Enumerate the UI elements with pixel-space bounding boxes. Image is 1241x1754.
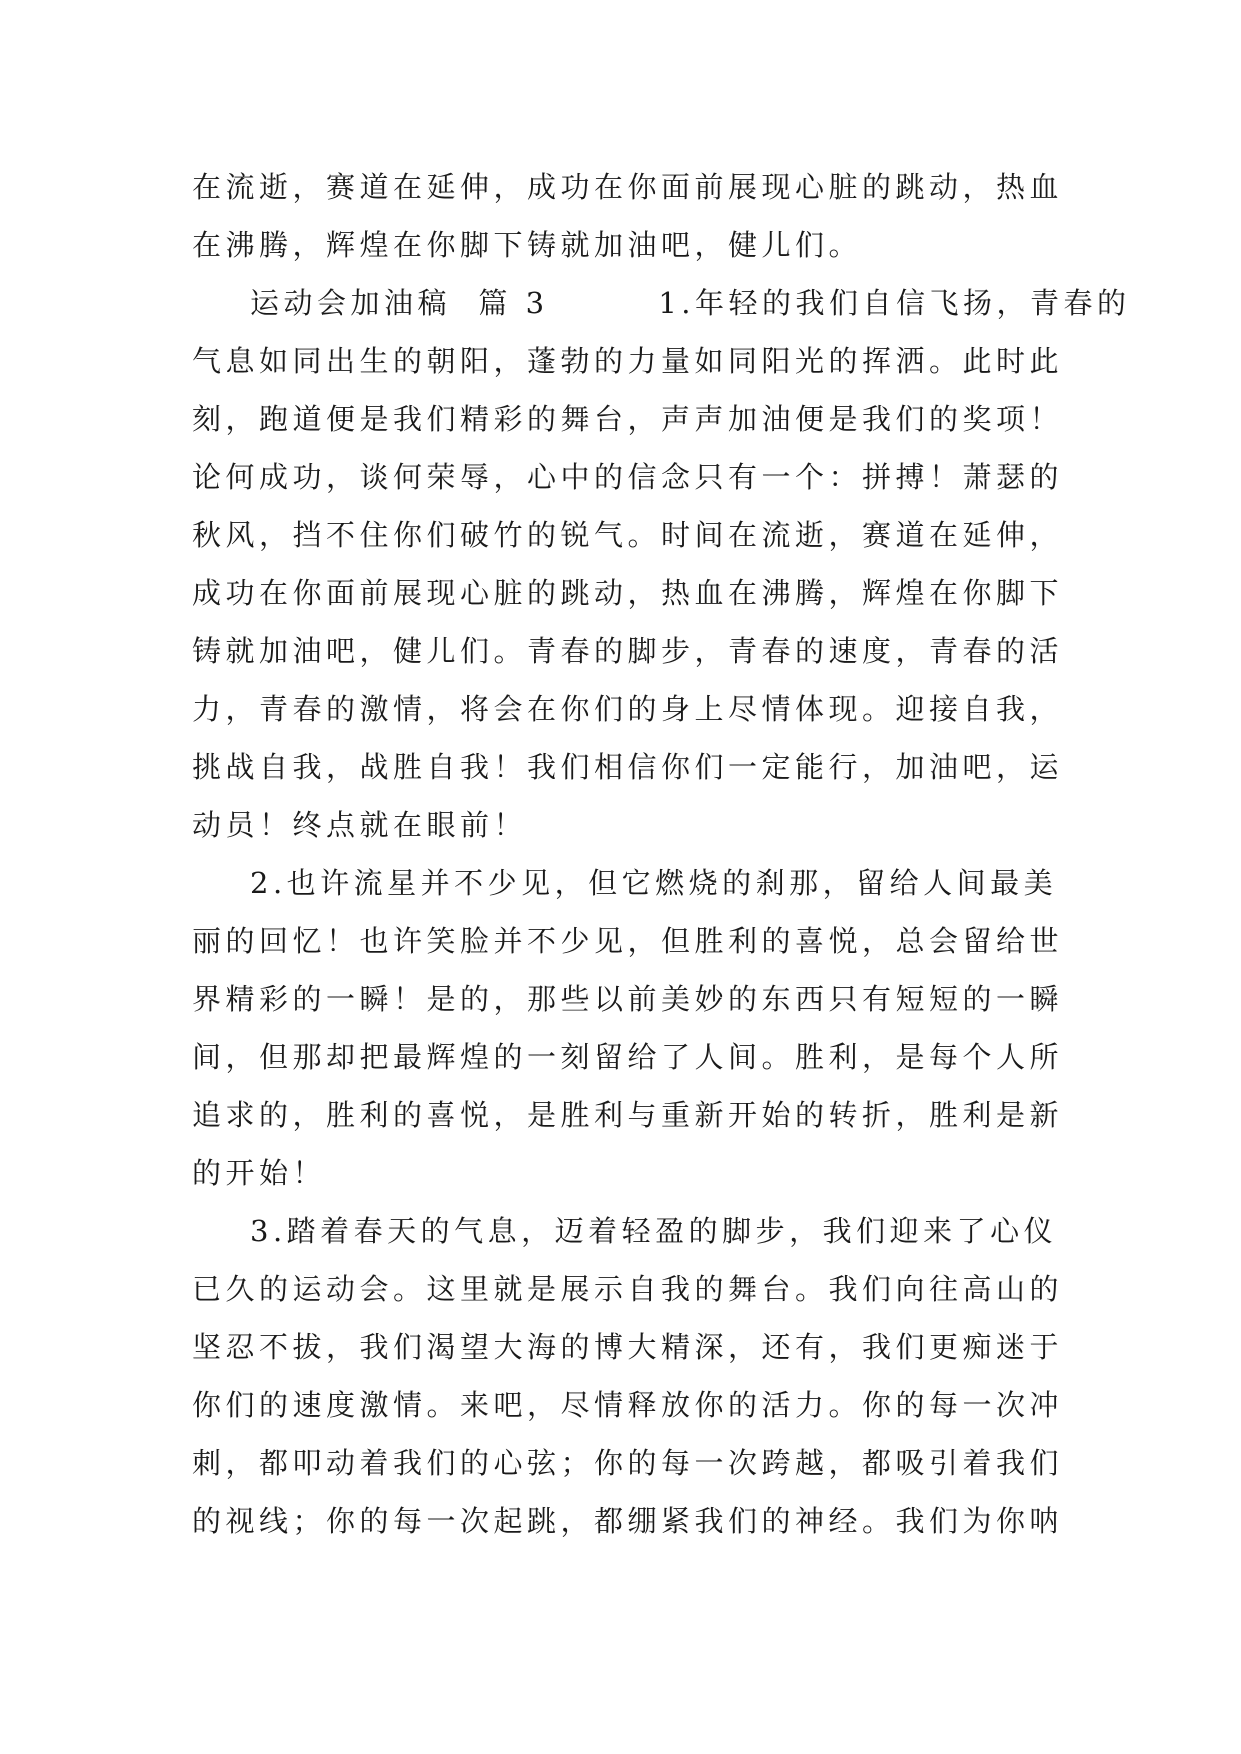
text-line: 刻，跑道便是我们精彩的舞台，声声加油便是我们的奖项！ <box>192 402 1064 436</box>
text-line: 坚忍不拔，我们渴望大海的博大精深，还有，我们更痴迷于 <box>192 1330 1064 1364</box>
text-line: 的开始！ <box>192 1156 327 1190</box>
text-line: 挑战自我，战胜自我！我们相信你们一定能行，加油吧，运 <box>192 750 1064 784</box>
text-line: 已久的运动会。这里就是展示自我的舞台。我们向往高山的 <box>192 1272 1064 1306</box>
section-heading-line: 运动会加油稿 篇 3 1.年轻的我们自信飞扬，青春的 <box>250 286 1131 320</box>
paragraph-start-line: 3.踏着春天的气息，迈着轻盈的脚步，我们迎来了心仪 <box>250 1214 1058 1248</box>
text-line: 的视线；你的每一次起跳，都绷紧我们的神经。我们为你呐 <box>192 1504 1064 1538</box>
text-line: 成功在你面前展现心脏的跳动，热血在沸腾，辉煌在你脚下 <box>192 576 1064 610</box>
text-line: 刺，都叩动着我们的心弦；你的每一次跨越，都吸引着我们 <box>192 1446 1064 1480</box>
text-line: 秋风，挡不住你们破竹的锐气。时间在流逝，赛道在延伸， <box>192 518 1064 552</box>
paragraph-start-line: 2.也许流星并不少见，但它燃烧的刹那，留给人间最美 <box>250 866 1058 900</box>
text-line: 力，青春的激情，将会在你们的身上尽情体现。迎接自我， <box>192 692 1064 726</box>
text-line: 你们的速度激情。来吧，尽情释放你的活力。你的每一次冲 <box>192 1388 1064 1422</box>
text-line: 间，但那却把最辉煌的一刻留给了人间。胜利，是每个人所 <box>192 1040 1064 1074</box>
text-line: 动员！终点就在眼前！ <box>192 808 528 842</box>
text-line: 气息如同出生的朝阳，蓬勃的力量如同阳光的挥洒。此时此 <box>192 344 1064 378</box>
text-line: 丽的回忆！也许笑脸并不少见，但胜利的喜悦，总会留给世 <box>192 924 1064 958</box>
text-line: 追求的，胜利的喜悦，是胜利与重新开始的转折，胜利是新 <box>192 1098 1064 1132</box>
text-line: 在流逝，赛道在延伸，成功在你面前展现心脏的跳动，热血 <box>192 170 1064 204</box>
text-line: 论何成功，谈何荣辱，心中的信念只有一个：拼搏！萧瑟的 <box>192 460 1064 494</box>
text-line: 界精彩的一瞬！是的，那些以前美妙的东西只有短短的一瞬 <box>192 982 1064 1016</box>
text-line: 铸就加油吧，健儿们。青春的脚步，青春的速度，青春的活 <box>192 634 1064 668</box>
body-text <box>192 158 1131 1550</box>
text-line: 在沸腾，辉煌在你脚下铸就加油吧，健儿们。 <box>192 228 863 262</box>
